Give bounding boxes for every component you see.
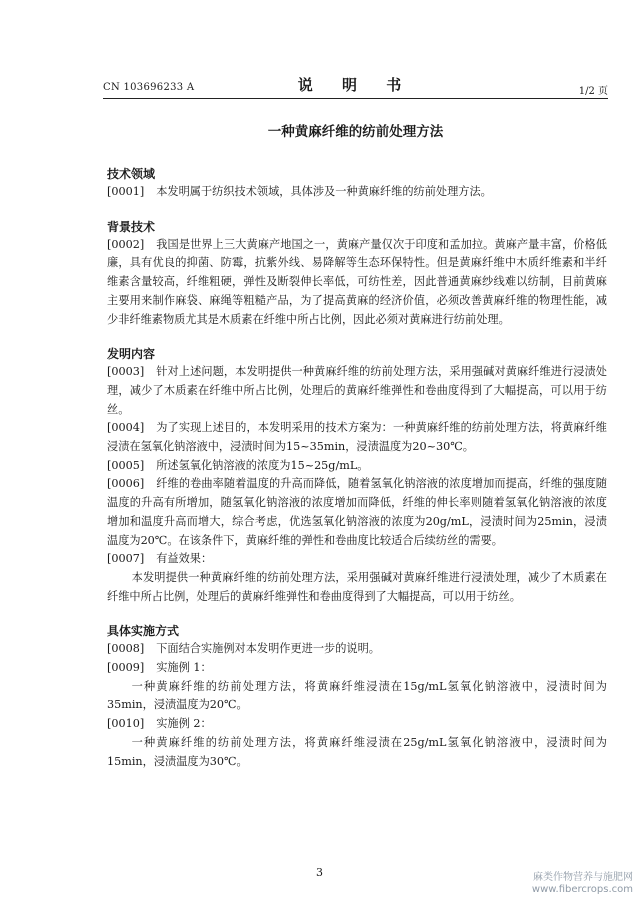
paragraph-number: [0007] [107, 552, 145, 566]
paragraph-text: 实施例 2： [156, 717, 212, 731]
section-gap [107, 606, 607, 622]
paragraph-number: [0005] [107, 458, 145, 472]
section-heading: 发明内容 [107, 347, 156, 362]
header-title: 说 明 书 [297, 76, 414, 94]
header-page-count: 1/2 页 [578, 86, 608, 97]
document-title: 一种黄麻纤维的纺前处理方法 [267, 124, 444, 140]
paragraph [107, 640, 607, 659]
paragraph-number: [0002] [107, 237, 145, 251]
paragraph-text: 纤维的卷曲率随着温度的升高而降低，随着氢氧化钠溶液的浓度增加而提高，纤维的强度随温度的升高有所增加，随氢氧化钠溶液的浓度增加而降低，纤维的伸长率则随着氢氧化钠溶液的浓度增加和温度升高而增大，综合考虑，优选氢氧化钠溶液的浓度为20g/mL，浸渍时间为25min，浸渍温度为20℃。在该条件下，黄麻纤维的弹性和卷曲度比较适合后续纺丝的需要。 [107, 477, 607, 547]
paragraph-number: [0008] [107, 642, 145, 656]
section-gap [107, 202, 607, 218]
paragraph-text: 实施例 1： [156, 661, 212, 675]
paragraph [107, 678, 607, 715]
page-number: 3 [316, 866, 323, 879]
page-header [103, 68, 608, 98]
watermark-line-1: 麻类作物营养与施肥网 [533, 872, 633, 883]
paragraph-number: [0009] [107, 661, 145, 675]
paragraph-text: 所述氢氧化钠溶液的浓度为15~25g/mL。 [156, 458, 369, 472]
paragraph-number: [0004] [107, 421, 145, 435]
paragraph [107, 457, 607, 476]
paragraph-text: 一种黄麻纤维的纺前处理方法，将黄麻纤维浸渍在25g/mL氢氧化钠溶液中，浸渍时间为15min，浸渍温度为30℃。 [107, 735, 607, 768]
paragraph-text: 有益效果： [156, 552, 213, 566]
paragraph-number: [0001] [107, 185, 145, 198]
paragraph [107, 734, 607, 771]
paragraph-number: [0010] [107, 717, 145, 731]
watermark [532, 872, 633, 896]
paragraph [107, 236, 607, 330]
paragraph-text: 本发明属于纺织技术领域，具体涉及一种黄麻纤维的纺前处理方法。 [156, 185, 492, 198]
paragraph-text: 本发明提供一种黄麻纤维的纺前处理方法，采用强碱对黄麻纤维进行浸渍处理，减少了木质素在纤维中所占比例，处理后的黄麻纤维弹性和卷曲度得到了大幅提高，可以用于纺丝。 [107, 570, 607, 603]
paragraph-number: [0003] [107, 365, 145, 379]
paragraph-number: [0006] [107, 477, 145, 491]
paragraph-text: 我国是世界上三大黄麻产地国之一，黄麻产量仅次于印度和孟加拉。黄麻产量丰富，价格低廉，具有优良的抑菌、防霉，抗紫外线、易降解等生态环保特性。但是黄麻纤维中木质纤维素和半纤维素含量较高，纤维粗硬，弹性及断裂伸长率低，可纺性差，因此普通黄麻纱线难以纺制，目前黄麻主要用来制作麻袋、麻绳等粗糙产品，为了提高黄麻的经济价值，必须改善黄麻纤维的物理性能，减少非纤维素物质尤其是木质素在纤维中所占比例，因此必须对黄麻进行纺前处理。 [107, 237, 607, 326]
document-number: CN 103696233 A [103, 82, 195, 93]
paragraph [107, 363, 607, 419]
paragraph-text: 为了实现上述目的，本发明采用的技术方案为：一种黄麻纤维的纺前处理方法，将黄麻纤维浸渍在氢氧化钠溶液中，浸渍时间为15~35min，浸渍温度为20~30℃。 [107, 421, 607, 454]
paragraph [107, 550, 607, 569]
paragraph [107, 659, 607, 678]
section-heading: 技术领域 [107, 167, 156, 181]
paragraph [107, 419, 607, 456]
paragraph [107, 475, 607, 550]
paragraph [107, 183, 607, 202]
section-heading: 具体实施方式 [107, 624, 180, 639]
paragraph-text: 一种黄麻纤维的纺前处理方法，将黄麻纤维浸渍在15g/mL氢氧化钠溶液中，浸渍时间为35min，浸渍温度为20℃。 [107, 679, 607, 712]
header-rule [103, 98, 608, 99]
section-heading: 背景技术 [107, 219, 156, 234]
paragraph-text: 针对上述问题，本发明提供一种黄麻纤维的纺前处理方法，采用强碱对黄麻纤维进行浸渍处理，减少了木质素在纤维中所占比例，处理后的黄麻纤维弹性和卷曲度得到了大幅提高，可以用于纺丝。 [107, 365, 607, 416]
paragraph [107, 569, 607, 606]
section-gap [107, 329, 607, 345]
watermark-line-2: www.fibercrops.com [531, 884, 633, 895]
document-body [107, 165, 607, 771]
paragraph-text: 下面结合实施例对本发明作更进一步的说明。 [156, 642, 380, 656]
paragraph [107, 715, 607, 734]
